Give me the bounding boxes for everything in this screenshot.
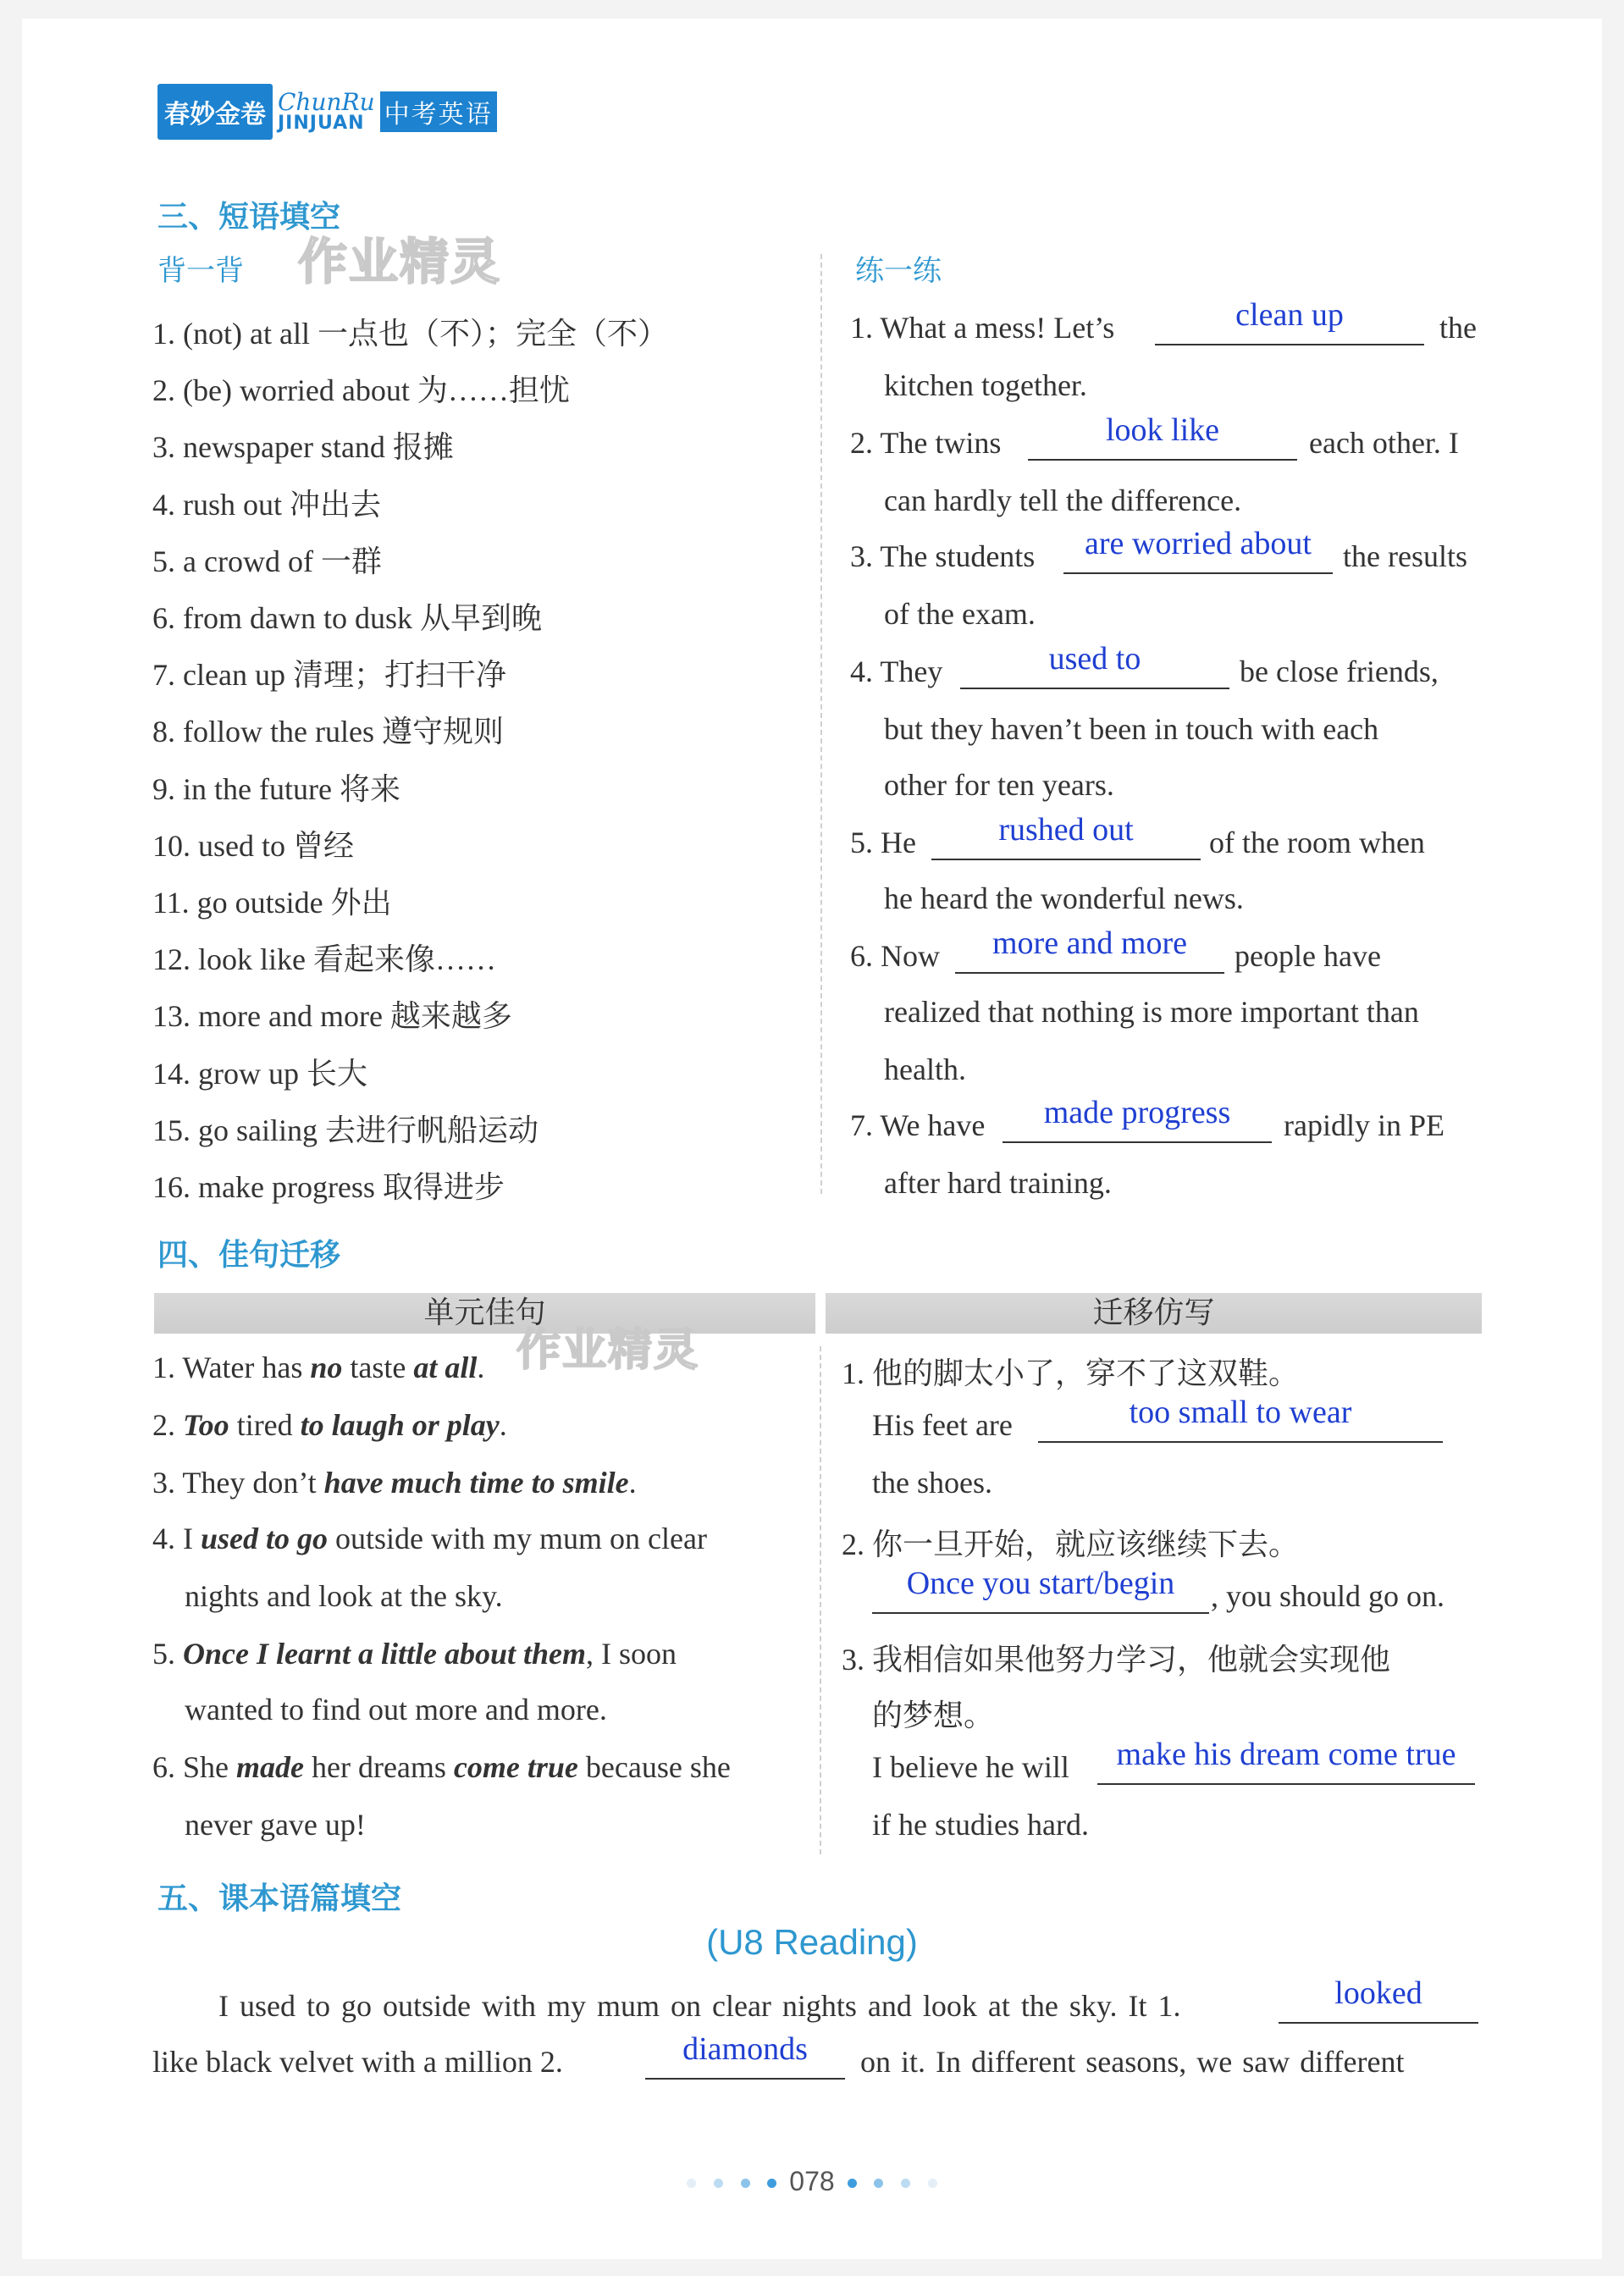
exercise-2: 2. The twins [850, 426, 1002, 460]
answer-blank: too small to wear [1038, 1404, 1443, 1443]
logo-en-top: ChunRu [278, 88, 375, 116]
phrase-item: 6. from dawn to dusk 从早到晚 [152, 601, 542, 635]
answer-blank: made progress [1003, 1104, 1272, 1143]
answer-blank: clean up [1155, 307, 1424, 345]
answer-blank: are worried about [1063, 535, 1333, 574]
imitation-3-cn: 3. 我相信如果他努力学习，他就会实现他 [842, 1643, 1391, 1677]
phrase-item: 4. rush out 冲出去 [152, 487, 382, 522]
exercise-1: 1. What a mess! Let’s [850, 311, 1115, 345]
section3-left-sub: 背一背 [157, 254, 244, 288]
passage-subtitle: (U8 Reading) [706, 1922, 918, 1962]
phrase-item: 14. grow up 长大 [152, 1056, 367, 1091]
phrase-item: 16. make progress 取得进步 [152, 1170, 505, 1204]
answer-blank: more and more [955, 935, 1224, 974]
phrase-item: 8. follow the rules 遵守规则 [152, 715, 504, 749]
text: but they haven’t been in touch with each [884, 712, 1379, 746]
phrase-item: 15. go sailing 去进行帆船运动 [152, 1113, 539, 1147]
text: the results [1343, 539, 1467, 573]
sentence-6: 6. She made her dreams come true because she [152, 1750, 731, 1784]
dot-decoration [767, 2179, 776, 2188]
text: , you should go on. [1211, 1579, 1445, 1613]
phrase-item: 9. in the future 将来 [152, 771, 400, 806]
answer-blank: Once you start/begin [872, 1575, 1209, 1614]
exercise-7: 7. We have [850, 1108, 986, 1142]
phrase-item: 1. (not) at all 一点也（不）；完全（不） [152, 317, 668, 351]
text: the shoes. [872, 1466, 992, 1500]
answer-blank: make his dream come true [1097, 1746, 1475, 1785]
phrase-item: 11. go outside 外出 [152, 886, 392, 920]
exercise-5: 5. He [850, 826, 916, 859]
logo-en-bottom: JINJUAN [278, 113, 365, 134]
dot-decoration [848, 2179, 857, 2188]
left-column-header: 单元佳句 [154, 1293, 815, 1334]
passage-line-2: like black velvet with a million 2. [152, 2045, 563, 2079]
text: each other. I [1309, 426, 1459, 460]
dot-decoration [928, 2179, 937, 2188]
section3-right-sub: 练一练 [855, 254, 942, 288]
subject-tag: 中考英语 [380, 91, 497, 132]
brand-logo [157, 83, 497, 141]
imitation-1-cn: 1. 他的脚太小了，穿不了这双鞋。 [842, 1356, 1300, 1390]
answer-blank: diamonds [645, 2041, 845, 2080]
text: after hard training. [884, 1166, 1112, 1200]
section5-title: 五、课本语篇填空 [157, 1881, 402, 1916]
logo-cn: 春妙金卷 [157, 84, 273, 140]
phrase-item: 3. newspaper stand 报摊 [152, 430, 454, 465]
dot-decoration [741, 2179, 750, 2188]
text: other for ten years. [884, 768, 1114, 802]
page-number-bar [0, 2166, 1624, 2197]
section4-title: 四、佳句迁移 [157, 1238, 341, 1273]
answer-blank: rushed out [931, 821, 1201, 860]
answer-blank: look like [1028, 422, 1297, 461]
sentence-4: 4. I used to go outside with my mum on clear [152, 1522, 707, 1555]
text: can hardly tell the difference. [884, 483, 1242, 517]
text: health. [884, 1052, 966, 1086]
text: His feet are [872, 1408, 1013, 1442]
phrase-item: 10. used to 曾经 [152, 828, 354, 863]
answer-blank: looked [1279, 1985, 1478, 2024]
dot-decoration [874, 2179, 883, 2188]
sentence-3: 3. They don’t have much time to smile. [152, 1466, 637, 1500]
watermark: 作业精灵 [298, 233, 502, 290]
dot-decoration [901, 2179, 910, 2188]
text: if he studies hard. [872, 1808, 1089, 1842]
exercise-6: 6. Now [850, 939, 940, 973]
exercise-3: 3. The students [850, 539, 1036, 573]
column-divider [820, 254, 824, 1194]
dot-decoration [714, 2179, 723, 2188]
text: the [1439, 311, 1477, 345]
text: I believe he will [872, 1750, 1069, 1784]
text: of the room when [1209, 826, 1425, 859]
right-column-header: 迁移仿写 [826, 1293, 1482, 1334]
text: realized that nothing is more important than [884, 995, 1419, 1029]
sentence-6-cont: never gave up! [185, 1808, 366, 1842]
watermark: 作业精灵 [516, 1325, 700, 1376]
phrase-item: 12. look like 看起来像…… [152, 942, 496, 977]
sentence-2: 2. Too tired to laugh or play. [152, 1408, 507, 1442]
text: people have [1235, 939, 1381, 973]
text: 的梦想。 [872, 1699, 995, 1732]
logo-en [278, 88, 375, 134]
dot-decoration [687, 2179, 696, 2188]
column-divider [820, 1346, 823, 1854]
imitation-2-cn: 2. 你一旦开始，就应该继续下去。 [842, 1527, 1300, 1561]
sentence-1: 1. Water has no taste at all. [152, 1351, 485, 1384]
sentence-5: 5. Once I learnt a little about them, I soon [152, 1637, 677, 1671]
section3-title: 三、短语填空 [157, 200, 341, 235]
passage-line-1: I used to go outside with my mum on clear nights and look at the sky. It 1. [218, 1989, 1181, 2023]
phrase-item: 5. a crowd of 一群 [152, 544, 382, 578]
text: kitchen together. [884, 368, 1087, 402]
text: of the exam. [884, 597, 1036, 631]
page-number: 078 [789, 2166, 835, 2196]
text: he heard the wonderful news. [884, 881, 1244, 915]
sentence-4-cont: nights and look at the sky. [185, 1579, 503, 1613]
phrase-item: 13. more and more 越来越多 [152, 999, 512, 1034]
passage-line-2-cont: on it. In different seasons, we saw different [860, 2045, 1405, 2079]
text: be close friends, [1240, 655, 1439, 688]
sentence-5-cont: wanted to find out more and more. [185, 1693, 607, 1726]
text: rapidly in PE [1284, 1108, 1444, 1142]
exercise-4: 4. They [850, 655, 943, 688]
answer-blank: used to [960, 650, 1229, 689]
phrase-item: 2. (be) worried about 为……担忧 [152, 373, 570, 408]
phrase-item: 7. clean up 清理；打扫干净 [152, 658, 506, 693]
